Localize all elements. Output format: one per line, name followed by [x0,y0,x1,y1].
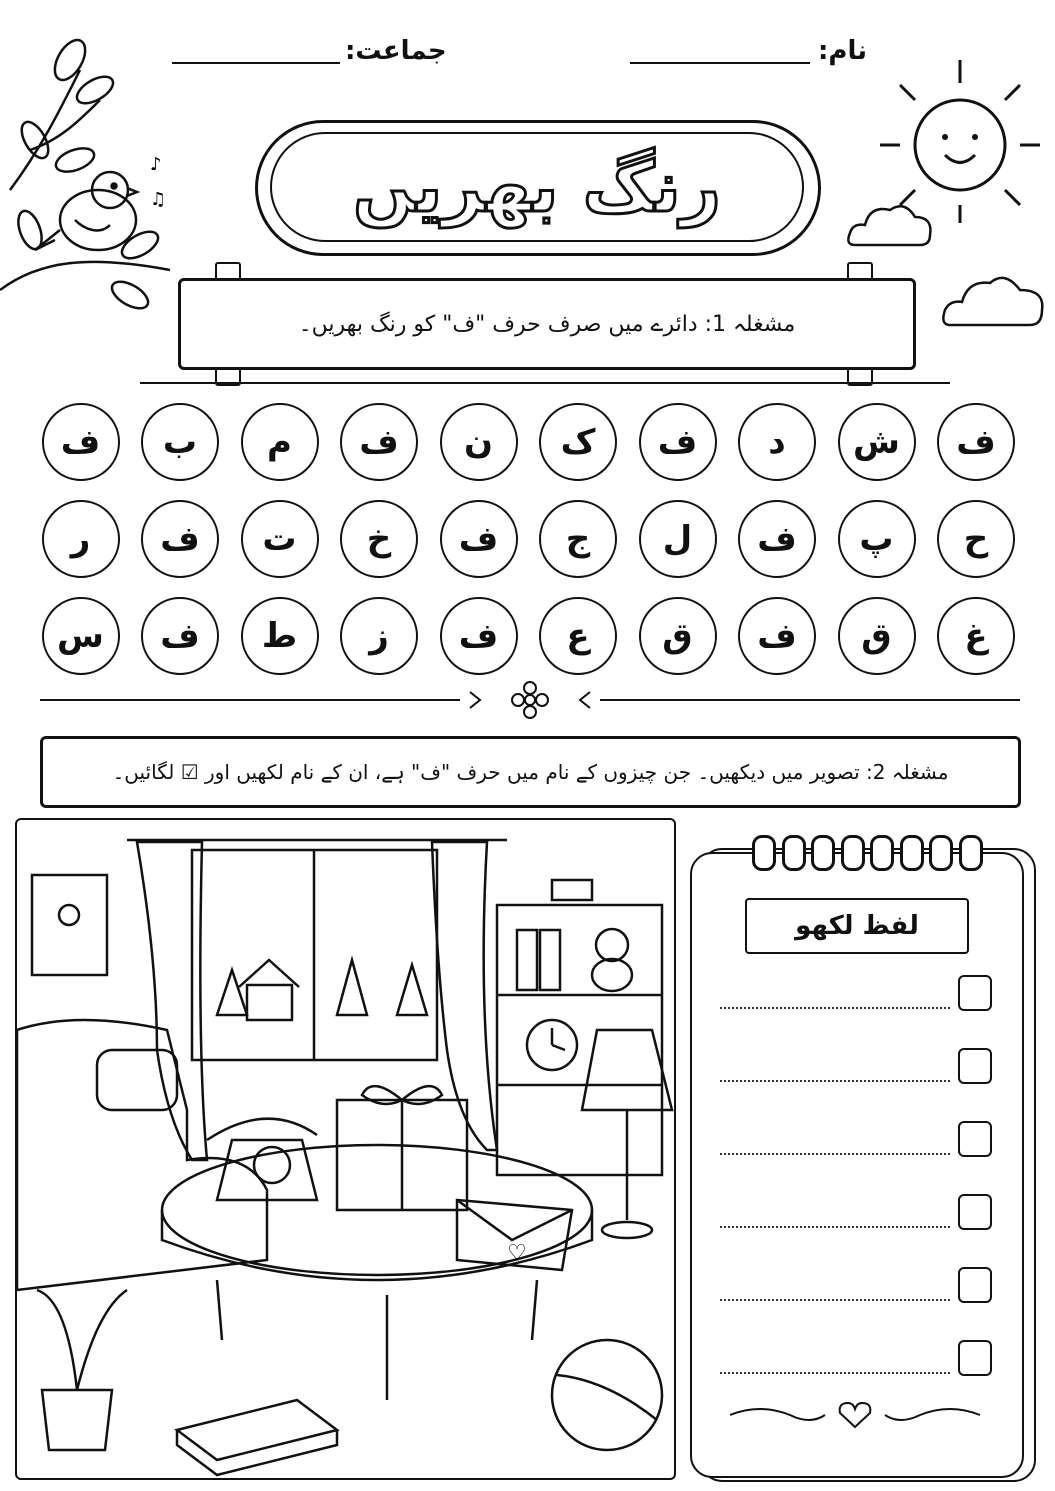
name-label: نام: [818,36,867,66]
notebook-ring [900,835,924,871]
letter-circle[interactable]: ف [440,597,518,675]
letter-circle[interactable]: ف [738,597,816,675]
notebook-ring [811,835,835,871]
page-title: رنگ بھریں [353,146,721,228]
grass-line [140,382,950,384]
checkbox-icon[interactable] [958,975,992,1011]
letter-circle[interactable]: ر [42,500,120,578]
checkbox-icon[interactable] [958,1048,992,1084]
letter-circle[interactable]: ک [539,403,617,481]
task1-board [178,278,916,370]
write-line[interactable] [720,1226,950,1228]
notebook-heading-box [745,898,969,954]
svg-text:♪: ♪ [150,154,162,175]
notebook-heading: لفظ لکھو [795,911,919,941]
letter-circle[interactable]: ن [440,403,518,481]
letter-circle[interactable]: غ [937,597,1015,675]
checkbox-icon[interactable] [958,1194,992,1230]
letter-circle[interactable]: ف [42,403,120,481]
task2-instruction: مشغلہ 2: تصویر میں دیکھیں۔ جن چیزوں کے نام میں حرف "ف" ہے، ان کے نام لکھیں اور ☑ لگائیں۔ [112,760,949,784]
letter-circle[interactable]: ف [440,500,518,578]
letter-circle[interactable]: پ [838,500,916,578]
room-illustration [17,820,674,1478]
svg-text:♡: ♡ [507,1241,527,1266]
svg-text:♫: ♫ [150,189,167,210]
write-line[interactable] [720,1299,950,1301]
page-title-box [270,132,804,242]
picture-panel [15,818,676,1480]
bird-icon [0,30,175,310]
task1-instruction: مشغلہ 1: دائرے میں صرف حرف "ف" کو رنگ بھریں۔ [298,311,796,337]
class-line[interactable] [172,62,340,64]
cloud-icon [845,195,935,250]
task2-board [40,736,1021,808]
letter-circle[interactable]: ش [838,403,916,481]
heart-icon [720,1395,990,1435]
letter-circle[interactable]: ف [340,403,418,481]
letter-circle[interactable]: ح [937,500,1015,578]
write-line[interactable] [720,1080,950,1082]
write-line[interactable] [720,1007,950,1009]
checkbox-icon[interactable] [958,1267,992,1303]
notebook-ring [959,835,983,871]
letter-circle[interactable]: ل [639,500,717,578]
notebook-ring [870,835,894,871]
write-line[interactable] [720,1372,950,1374]
letter-circle[interactable]: ع [539,597,617,675]
write-line[interactable] [720,1153,950,1155]
class-label: جماعت: [345,36,447,66]
checkbox-icon[interactable] [958,1121,992,1157]
notebook-ring [841,835,865,871]
letter-circle[interactable]: ق [639,597,717,675]
letter-circle[interactable]: خ [340,500,418,578]
notebook-ring [782,835,806,871]
letter-circle[interactable]: ف [738,500,816,578]
divider [40,680,1020,720]
letter-circle[interactable]: ف [937,403,1015,481]
letter-circle[interactable]: م [241,403,319,481]
checkbox-icon[interactable] [958,1340,992,1376]
notebook-ring [752,835,776,871]
name-line[interactable] [630,62,810,64]
letter-circle[interactable]: ف [141,500,219,578]
letter-circle[interactable]: ت [241,500,319,578]
letter-circle[interactable]: ج [539,500,617,578]
letter-circle[interactable]: ب [141,403,219,481]
notebook-ring [929,835,953,871]
letter-circle[interactable]: ز [340,597,418,675]
letter-circle[interactable]: ف [639,403,717,481]
letter-circle[interactable]: ق [838,597,916,675]
letter-circle[interactable]: س [42,597,120,675]
cloud-icon [940,265,1050,330]
letter-circle[interactable]: د [738,403,816,481]
letter-circle[interactable]: ف [141,597,219,675]
letter-circle[interactable]: ط [241,597,319,675]
